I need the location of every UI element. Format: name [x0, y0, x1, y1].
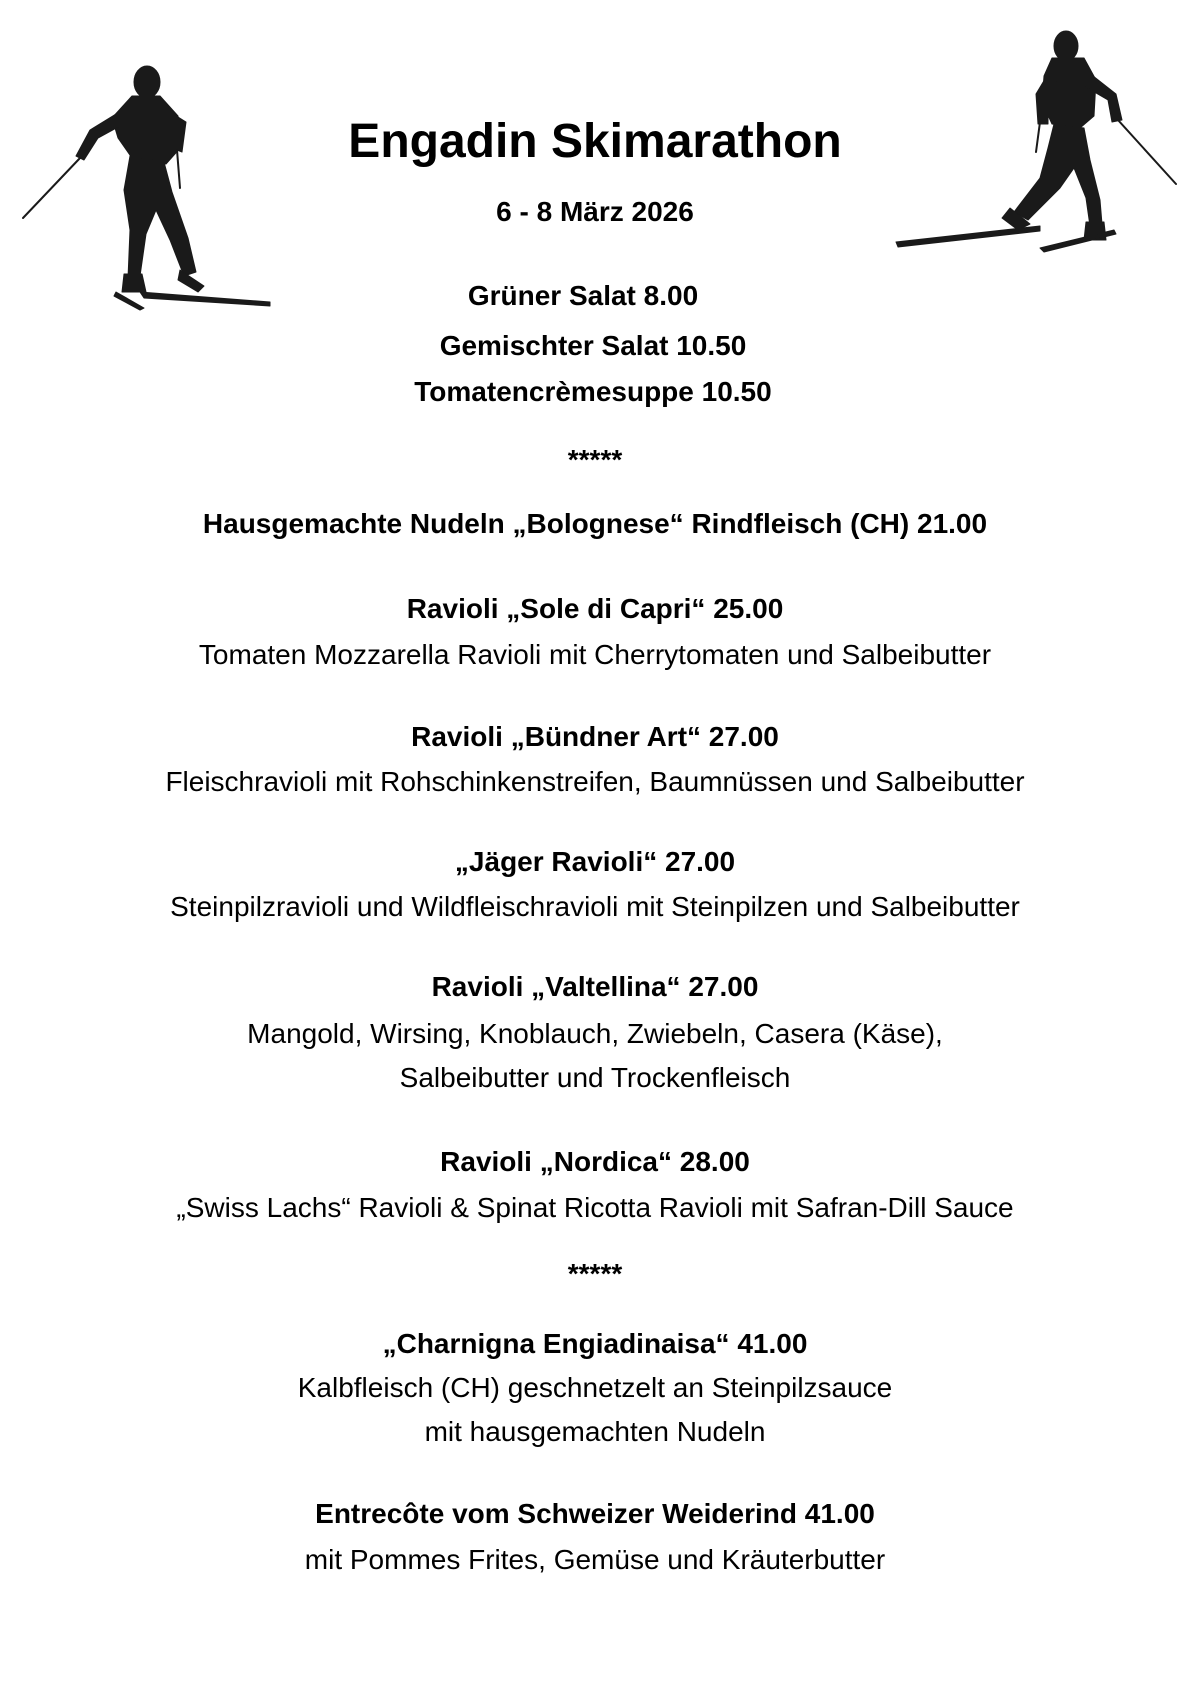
dish-nordica-description: „Swiss Lachs“ Ravioli & Spinat Ricotta Ravioli mit Safran-Dill Sauce [176, 1192, 1014, 1223]
dish-buendner-art-description: Fleischravioli mit Rohschinkenstreifen, Baumnüssen und Salbeibutter [165, 766, 1025, 797]
dish-bolognese: Hausgemachte Nudeln „Bolognese“ Rindfleisch (CH) 21.00 [202, 508, 988, 539]
dish-charnigna-description-line2: mit hausgemachten Nudeln [424, 1416, 766, 1447]
starter-gruener-salat: Grüner Salat 8.00 [467, 280, 699, 311]
dish-valtellina-description-line1: Mangold, Wirsing, Knoblauch, Zwiebeln, Casera (Käse), [247, 1018, 943, 1049]
menu-title: Engadin Skimarathon [348, 115, 842, 168]
dish-sole-di-capri: Ravioli „Sole di Capri“ 25.00 [406, 593, 784, 624]
dish-nordica: Ravioli „Nordica“ 28.00 [440, 1146, 750, 1177]
dish-buendner-art: Ravioli „Bündner Art“ 27.00 [411, 721, 779, 752]
dish-valtellina: Ravioli „Valtellina“ 27.00 [431, 971, 759, 1002]
event-date: 6 - 8 März 2026 [496, 196, 694, 227]
starter-gemischter-salat: Gemischter Salat 10.50 [439, 330, 747, 361]
dish-jaeger-ravioli-description: Steinpilzravioli und Wildfleischravioli mit Steinpilzen und Salbeibutter [170, 891, 1020, 922]
dish-jaeger-ravioli: „Jäger Ravioli“ 27.00 [454, 846, 736, 877]
dish-charnigna: „Charnigna Engiadinaisa“ 41.00 [382, 1328, 808, 1359]
dish-valtellina-description-line2: Salbeibutter und Trockenfleisch [399, 1062, 791, 1093]
starter-tomatencremesuppe: Tomatencrèmesuppe 10.50 [414, 376, 772, 407]
dish-sole-di-capri-description: Tomaten Mozzarella Ravioli mit Cherrytomaten und Salbeibutter [198, 639, 992, 670]
separator: ***** [567, 1258, 623, 1289]
dish-entrecote: Entrecôte vom Schweizer Weiderind 41.00 [315, 1498, 875, 1529]
separator: ***** [567, 444, 623, 475]
dish-entrecote-description: mit Pommes Frites, Gemüse und Kräuterbutter [304, 1544, 886, 1575]
dish-charnigna-description-line1: Kalbfleisch (CH) geschnetzelt an Steinpilzsauce [297, 1372, 893, 1403]
